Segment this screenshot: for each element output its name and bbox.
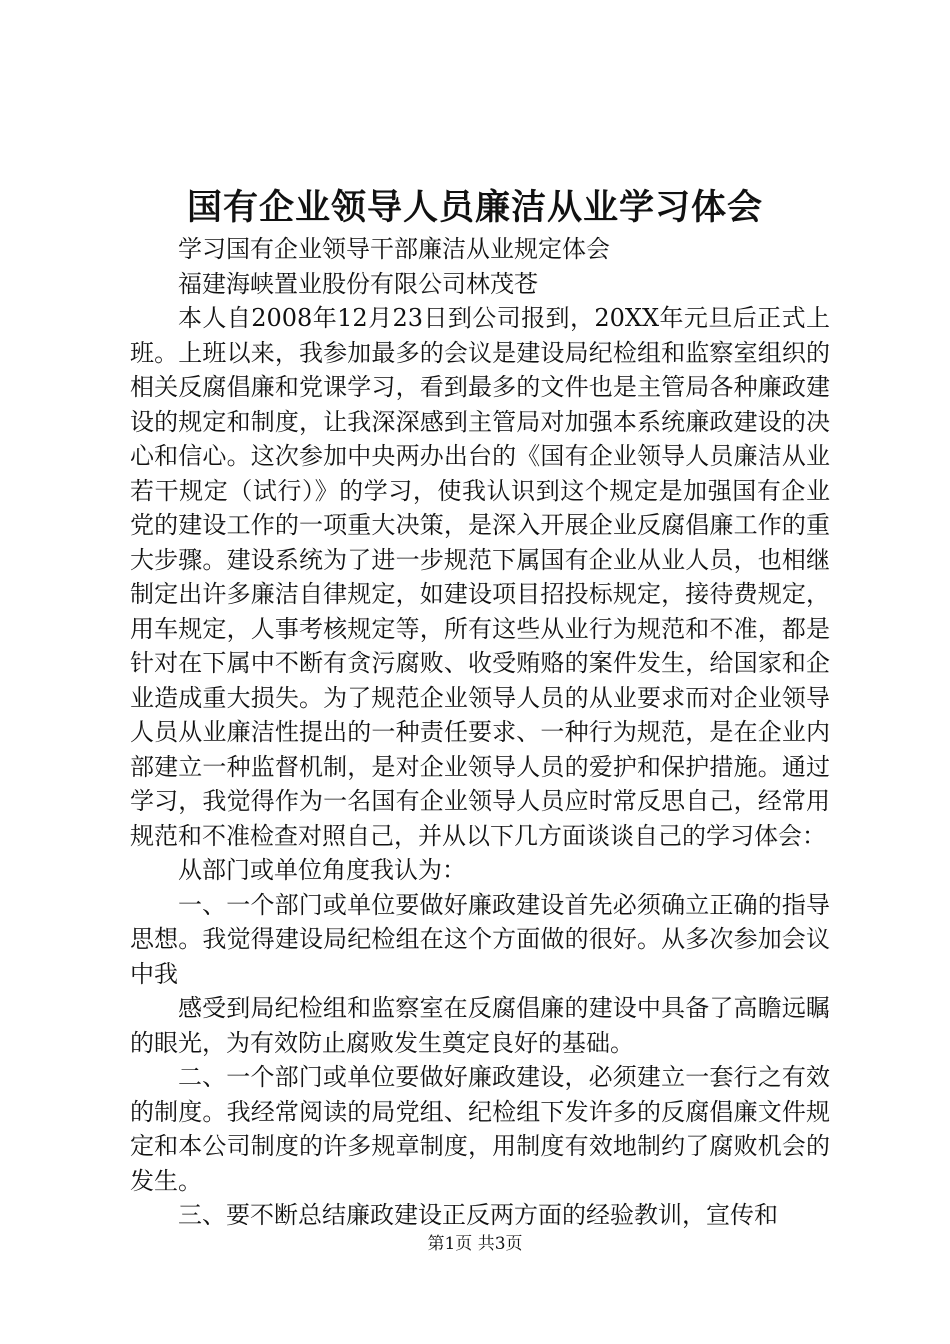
document-title: 国有企业领导人员廉洁从业学习体会 (186, 187, 763, 228)
subtitle-paragraph: 学习国有企业领导干部廉洁从业规定体会 (178, 235, 610, 263)
body-paragraph: 三、要不断总结廉政建设正反两方面的经验教训，宣传和 (178, 1201, 778, 1229)
body-paragraph: 从部门或单位角度我认为： (178, 856, 466, 884)
page-number-footer: 第1页 共3页 (427, 1234, 523, 1254)
author-paragraph: 福建海峡置业股份有限公司林茂苍 (178, 269, 538, 298)
document-body (130, 232, 830, 1233)
body-paragraph: 一、一个部门或单位要做好廉政建设首先必须确立正确的指导思想。我觉得建设局纪检组在这个方面做的很好。从多次参加会议中我 (130, 890, 830, 988)
body-paragraph: 二、一个部门或单位要做好廉政建设，必须建立一套行之有效的制度。我经常阅读的局党组、纪检组下发许多的反腐倡廉文件规定和本公司制度的许多规章制度，用制度有效地制约了腐败机会的发生。 (130, 1063, 830, 1195)
body-paragraph: 感受到局纪检组和监察室在反腐倡廉的建设中具备了高瞻远瞩的眼光，为有效防止腐败发生奠定良好的基础。 (130, 994, 830, 1057)
body-paragraph: 本人自2008年12月23日到公司报到，20XX年元旦后正式上班。上班以来，我参加最多的会议是建设局纪检组和监察室组织的相关反腐倡廉和党课学习，看到最多的文件也是主管局各种廉政建设的规定和制度，让我深深感到主管局对加强本系统廉政建设的决心和信心。这次参加中央两办出台的《国有企业领导人员廉洁从业若干规定（试行）》的学习，使我认识到这个规定是加强国有企业党的建设工作的一项重大决策，是深入开展企业反腐倡廉工作的重大步骤。建设系统为了进一步规范下属国有企业从业人员，也相继制定出许多廉洁自律规定，如建设项目招投标规定，接待费规定，用车规定，人事考核规定等，所有这些从业行为规范和不准，都是针对在下属中不断有贪污腐败、收受贿赂的案件发生，给国家和企业造成重大损失。为了规范企业领导人员的从业要求而对企业领导人员从业廉洁性提出的一种责任要求、一种行为规范，是在企业内部建立一种监督机制，是对企业领导人员的爱护和保护措施。通过学习，我觉得作为一名国有企业领导人员应时常反思自己，经常用规范和不准检查对照自己，并从以下几方面谈谈自己的学习体会： (130, 304, 830, 850)
